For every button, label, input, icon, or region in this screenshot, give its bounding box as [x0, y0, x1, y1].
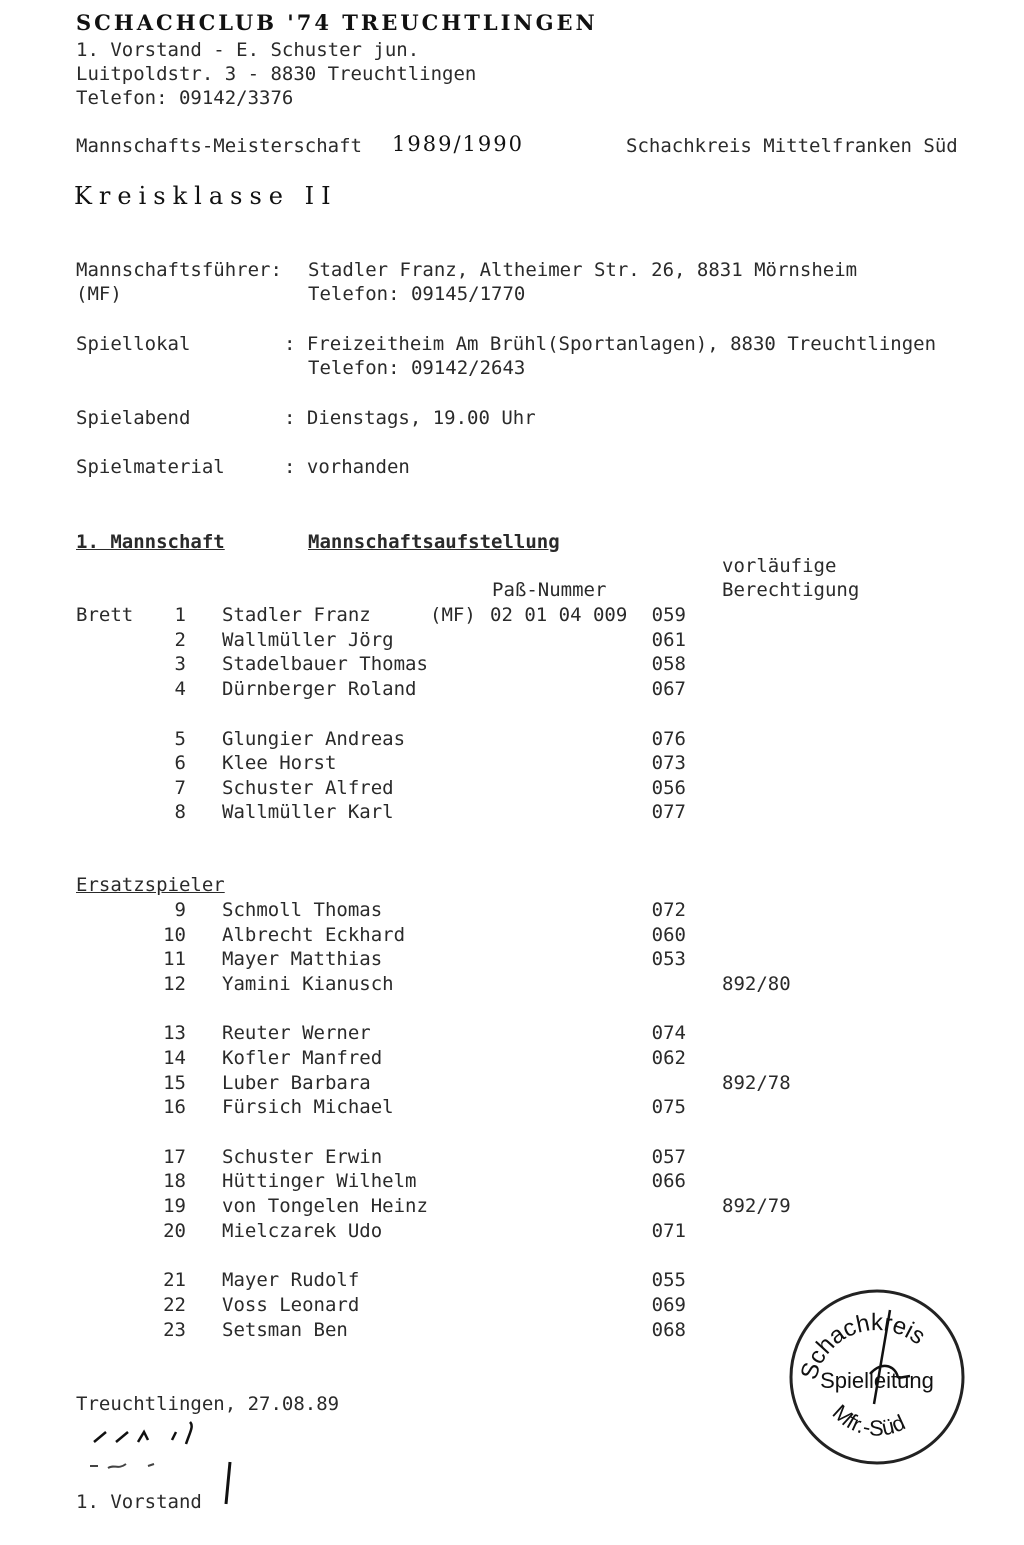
board-number: 16	[163, 1096, 186, 1118]
board-number: 17	[163, 1146, 186, 1168]
player-name: Klee Horst	[222, 752, 337, 774]
player-name: Schuster Alfred	[222, 777, 394, 799]
player-name: Mielczarek Udo	[222, 1220, 383, 1242]
pass-number: 059	[651, 604, 686, 626]
pass-number: 073	[651, 752, 686, 774]
column-header-provisional-2: Berechtigung	[722, 579, 860, 601]
board-number: 2	[174, 629, 186, 651]
stamp-top-text: Schachkreis	[795, 1309, 931, 1383]
captain-phone: Telefon: 09145/1770	[308, 283, 526, 305]
stamp-middle-text: Spielleitung	[820, 1368, 934, 1393]
board-number: 6	[174, 752, 186, 774]
board-number: 12	[163, 973, 186, 995]
board-number: 20	[163, 1220, 186, 1242]
league-class: Kreisklasse II	[74, 182, 338, 210]
player-name: Stadelbauer Thomas	[222, 653, 428, 675]
player-name: Albrecht Eckhard	[222, 924, 406, 946]
signer-title: 1. Vorstand	[76, 1491, 202, 1513]
district-label: Schachkreis Mittelfranken Süd	[626, 135, 958, 157]
column-header-provisional-1: vorläufige	[722, 555, 837, 577]
captain-label: Mannschaftsführer:	[76, 259, 282, 281]
pass-number-prefix: 02 01 04 009	[490, 604, 628, 626]
pass-number: 068	[651, 1319, 686, 1341]
player-name: Wallmüller Karl	[222, 801, 394, 823]
pass-number: 062	[651, 1047, 686, 1069]
team-heading: 1. Mannschaft	[76, 531, 225, 553]
championship-title: Mannschafts-Meisterschaft	[76, 135, 362, 157]
board-number: 3	[174, 653, 186, 675]
pass-number: 075	[651, 1096, 686, 1118]
header-line-chairman: 1. Vorstand - E. Schuster jun.	[76, 39, 420, 61]
venue-label: Spiellokal	[76, 333, 191, 355]
venue-value: : Freizeitheim Am Brühl(Sportanlagen), 8830 Treuchtlingen	[284, 333, 937, 355]
header-line-address: Luitpoldstr. 3 - 8830 Treuchtlingen	[76, 63, 477, 85]
pass-number: 055	[651, 1269, 686, 1291]
substitutes-heading: Ersatzspieler	[76, 874, 225, 896]
game-night-label: Spielabend	[76, 407, 191, 429]
board-number: 11	[163, 948, 186, 970]
board-number: 19	[163, 1195, 186, 1217]
board-number: 9	[174, 899, 186, 921]
captain-marker: (MF)	[430, 604, 476, 626]
board-number: 8	[174, 801, 186, 823]
player-name: von Tongelen Heinz	[222, 1195, 428, 1217]
column-header-pass-number: Paß-Nummer	[492, 579, 607, 601]
captain-abbr: (MF)	[76, 283, 122, 305]
player-name: Stadler Franz	[222, 604, 371, 626]
club-name: SCHACHCLUB '74 TREUCHTLINGEN	[76, 10, 598, 35]
captain-value: Stadler Franz, Altheimer Str. 26, 8831 Mörnsheim	[308, 259, 858, 281]
board-number: 1	[174, 604, 186, 626]
pass-number: 071	[651, 1220, 686, 1242]
board-label: Brett	[76, 604, 134, 626]
pass-number: 053	[651, 948, 686, 970]
player-name: Wallmüller Jörg	[222, 629, 394, 651]
pass-number: 072	[651, 899, 686, 921]
player-name: Schuster Erwin	[222, 1146, 383, 1168]
pass-number: 060	[651, 924, 686, 946]
venue-phone: Telefon: 09142/2643	[308, 357, 526, 379]
pass-number: 076	[651, 728, 686, 750]
pass-number: 061	[651, 629, 686, 651]
season-label: 1989/1990	[392, 132, 524, 156]
board-number: 14	[163, 1047, 186, 1069]
pass-number: 067	[651, 678, 686, 700]
pass-number: 056	[651, 777, 686, 799]
player-name: Voss Leonard	[222, 1294, 360, 1316]
player-name: Dürnberger Roland	[222, 678, 417, 700]
player-name: Fürsich Michael	[222, 1096, 394, 1118]
board-number: 18	[163, 1170, 186, 1192]
provisional-eligibility: 892/78	[722, 1072, 791, 1094]
player-name: Reuter Werner	[222, 1022, 371, 1044]
board-number: 7	[174, 777, 186, 799]
provisional-eligibility: 892/79	[722, 1195, 791, 1217]
board-number: 23	[163, 1319, 186, 1341]
board-number: 22	[163, 1294, 186, 1316]
player-name: Luber Barbara	[222, 1072, 371, 1094]
player-name: Schmoll Thomas	[222, 899, 383, 921]
pass-number: 074	[651, 1022, 686, 1044]
official-stamp	[786, 1286, 968, 1468]
pass-number: 077	[651, 801, 686, 823]
player-name: Kofler Manfred	[222, 1047, 383, 1069]
pass-number: 057	[651, 1146, 686, 1168]
player-name: Mayer Matthias	[222, 948, 383, 970]
stamp-bottom-text: Mfr.-Süd	[827, 1399, 909, 1441]
board-number: 21	[163, 1269, 186, 1291]
equipment-value: : vorhanden	[284, 456, 410, 478]
provisional-eligibility: 892/80	[722, 973, 791, 995]
pass-number: 069	[651, 1294, 686, 1316]
board-number: 13	[163, 1022, 186, 1044]
pass-number: 066	[651, 1170, 686, 1192]
player-name: Mayer Rudolf	[222, 1269, 360, 1291]
player-name: Yamini Kianusch	[222, 973, 394, 995]
board-number: 10	[163, 924, 186, 946]
board-number: 4	[174, 678, 186, 700]
board-number: 15	[163, 1072, 186, 1094]
header-line-phone: Telefon: 09142/3376	[76, 87, 294, 109]
lineup-heading: Mannschaftsaufstellung	[308, 531, 560, 553]
place-date: Treuchtlingen, 27.08.89	[76, 1393, 340, 1415]
player-name: Hüttinger Wilhelm	[222, 1170, 417, 1192]
equipment-label: Spielmaterial	[76, 456, 225, 478]
player-name: Setsman Ben	[222, 1319, 348, 1341]
player-name: Glungier Andreas	[222, 728, 406, 750]
game-night-value: : Dienstags, 19.00 Uhr	[284, 407, 536, 429]
board-number: 5	[174, 728, 186, 750]
pass-number: 058	[651, 653, 686, 675]
